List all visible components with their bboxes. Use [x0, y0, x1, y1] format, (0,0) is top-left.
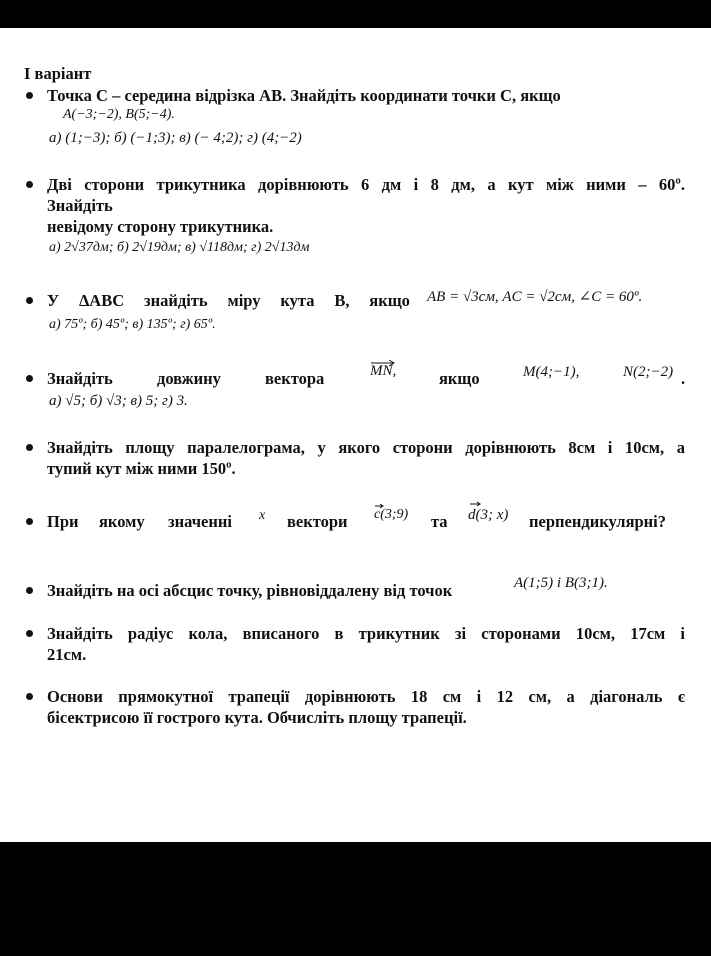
vector-arrow-icon [469, 501, 481, 507]
task-6-vector-d-label: d(3; x) [468, 507, 509, 523]
word: В, [334, 291, 350, 310]
bullet [26, 630, 33, 637]
task-1-given: A(−3;−2), B(5;−4). [63, 107, 175, 122]
task-3-options: а) 75º; б) 45º; в) 135º; г) 65º. [49, 317, 216, 332]
task-7-given: A(1;5) і B(3;1). [514, 575, 608, 591]
word: міру [227, 291, 261, 310]
vector-arrow-icon [374, 503, 384, 509]
bullet [26, 297, 33, 304]
task-5-line-1: Знайдіть площу паралелограма, у якого сторони дорівнюють 8см і 10см, а [47, 438, 685, 457]
task-4-point-n: N(2;−2) [623, 364, 674, 380]
task-4-word: вектора [265, 369, 325, 388]
task-6-vector-d [468, 507, 508, 524]
vector-arrow-icon [370, 359, 396, 367]
task-4-word: якщо [439, 369, 480, 388]
task-4-options: а) √5; б) √3; в) 5; г) 3. [49, 393, 188, 409]
task-6-word: значенні [168, 512, 232, 531]
bullet [26, 181, 33, 188]
task-9-line-2: бісектрисою її гострого кута. Обчисліть площу трапеції. [47, 708, 467, 727]
word: якщо [369, 291, 410, 310]
task-6-word: При [47, 512, 79, 531]
task-1-options: а) (1;−3); б) (−1;3); в) (− 4;2); г) (4;−2) [49, 130, 302, 146]
task-1-line-1 [47, 86, 685, 106]
word: У [47, 291, 60, 310]
task-4-point-m: M(4;−1), [523, 364, 580, 380]
bullet [26, 693, 33, 700]
word: кута [280, 291, 315, 310]
bullet [26, 92, 33, 99]
task-8-line-2: 21см. [47, 645, 87, 664]
task-3-given: AB = √3см, AC = √2см, ∠C = 60º. [427, 289, 643, 305]
task-2-line-3: невідому сторону трикутника. [47, 217, 274, 236]
word: знайдіть [143, 291, 208, 310]
variant-title: І варіант [24, 64, 92, 83]
task-6-word: перпендикулярні? [529, 512, 667, 531]
task-4-word: довжину [157, 369, 221, 388]
task-4-vector [370, 363, 396, 380]
task-6-word: та [431, 512, 448, 531]
bullet [26, 587, 33, 594]
task-4-vector-label: MN, [370, 363, 397, 379]
task-1-text: Точка С – середина відрізка АВ. Знайдіть координати точки С, якщо [47, 86, 561, 105]
task-3-line-1 [47, 291, 410, 311]
task-4-word: Знайдіть [47, 369, 113, 388]
task-2-line-2: Знайдіть [47, 196, 113, 215]
task-4-dot: . [681, 369, 686, 388]
task-6-word: вектори [287, 512, 348, 531]
task-8-line-1: Знайдіть радіус кола, вписаного в трикутник зі сторонами 10см, 17см і [47, 624, 685, 643]
task-5-line-2: тупий кут між ними 150º. [47, 459, 236, 478]
task-2-line-1: Дві сторони трикутника дорівнюють 6 дм і 8 дм, а кут між ними – 60º. [47, 175, 685, 194]
task-6-vector-c-label: c(3;9) [374, 507, 409, 522]
task-6-vector-c [374, 507, 408, 523]
task-9-line-1: Основи прямокутної трапеції дорівнюють 18 см і 12 см, а діагональ є [47, 687, 685, 706]
task-2-options: а) 2√37дм; б) 2√19дм; в) √118дм; г) 2√13дм [49, 240, 310, 255]
bullet [26, 518, 33, 525]
bullet [26, 444, 33, 451]
bullet [26, 375, 33, 382]
task-6-word: якому [99, 512, 145, 531]
word: ΔABC [78, 291, 125, 310]
task-6-variable-x: x [259, 508, 266, 523]
task-7-text: Знайдіть на осі абсцис точку, рівновіддалену від точок [47, 581, 453, 600]
